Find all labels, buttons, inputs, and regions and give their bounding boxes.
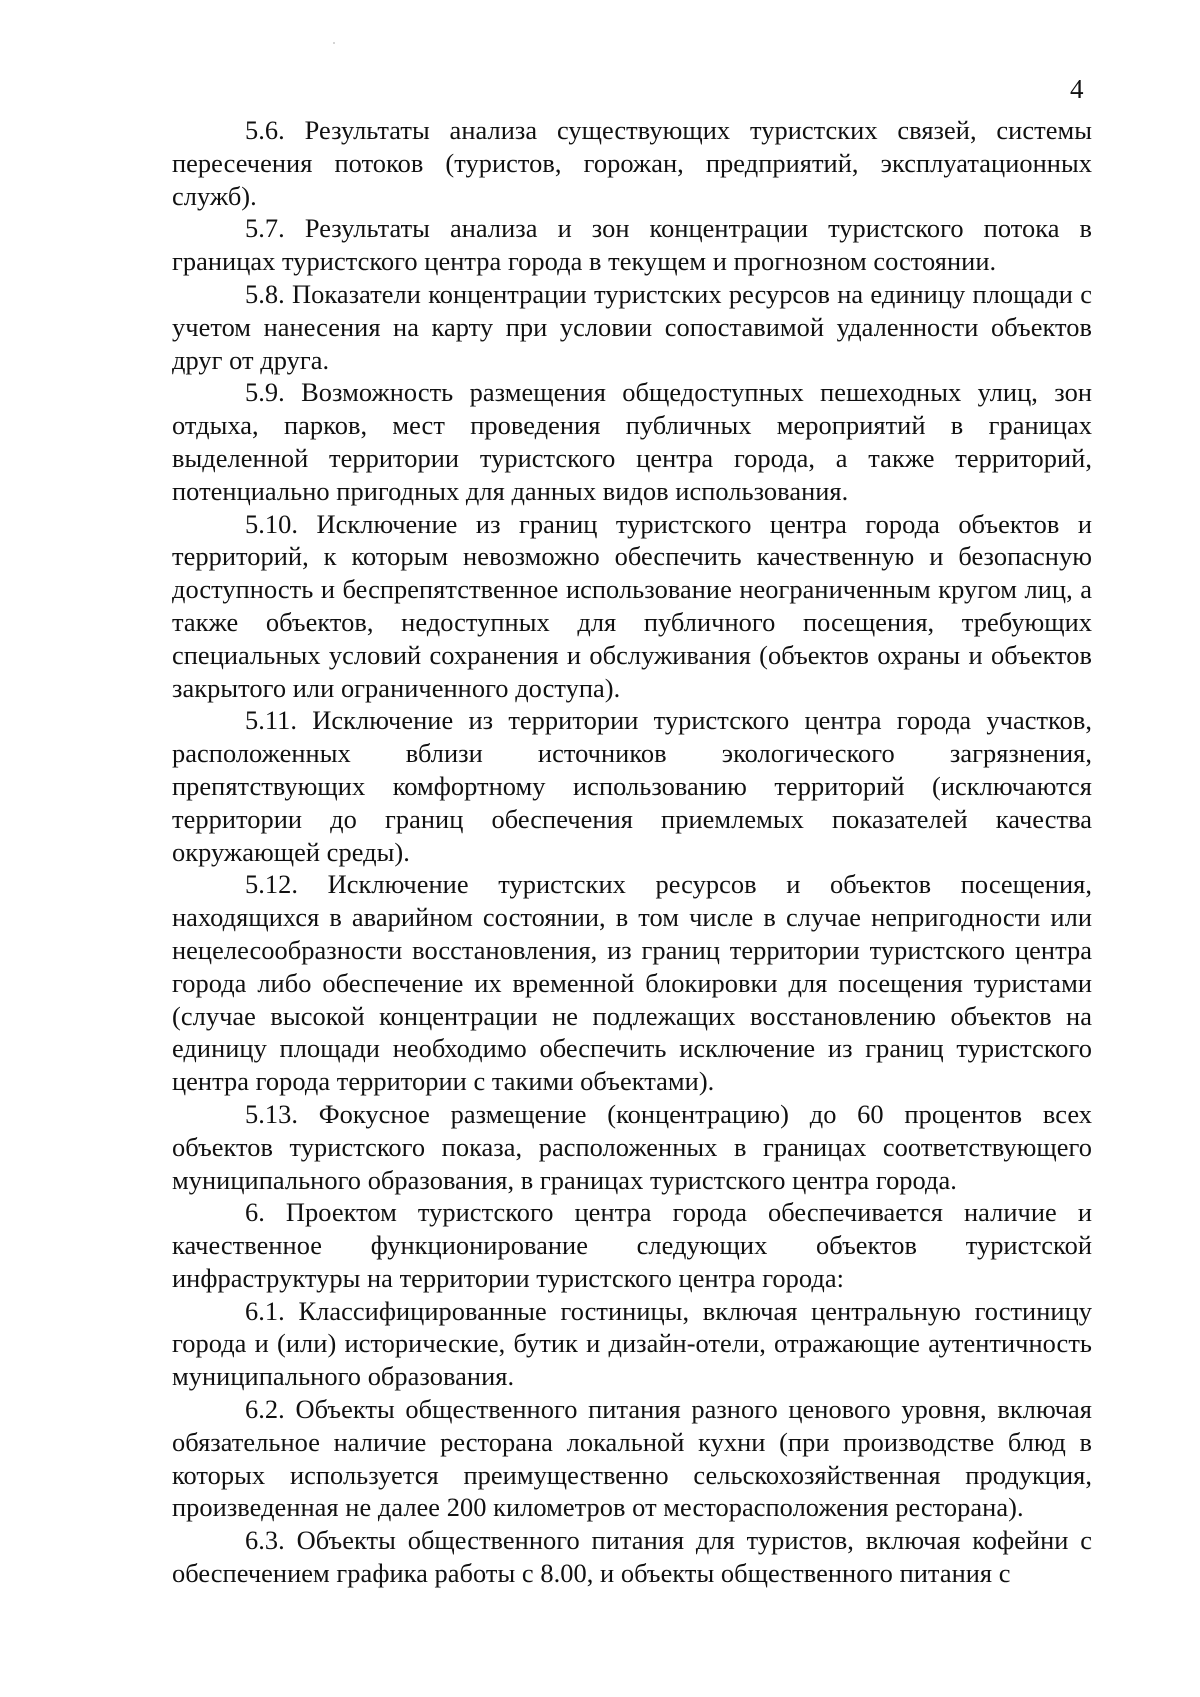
scan-speck: [333, 42, 335, 44]
page-number: 4: [1070, 74, 1084, 104]
paragraph-5-13: 5.13. Фокусное размещение (концентрацию) до 60 процентов всех объектов туристского показа, расположенных в границах соответствующего муниципального образования, в границах туристского центра города.: [172, 1098, 1092, 1195]
paragraph-5-6: 5.6. Результаты анализа существующих туристских связей, системы пересечения потоков (туристов, горожан, предприятий, эксплуатационных служб).: [172, 115, 1092, 211]
paragraph-5-7: 5.7. Результаты анализа и зон концентрации туристского потока в границах туристского центра города в текущем и прогнозном состоянии.: [172, 213, 1092, 277]
paragraph-5-9: 5.9. Возможность размещения общедоступных пешеходных улиц, зон отдыха, парков, мест проведения публичных мероприятий в границах выделенной территории туристского центра города, а также территорий, потенциально пригодных для данных видов использования.: [172, 377, 1092, 506]
document-body: [172, 114, 1092, 1590]
paragraph-5-8: 5.8. Показатели концентрации туристских ресурсов на единицу площади с учетом нанесения на карту при условии сопоставимой удаленности объектов друг от друга.: [172, 278, 1092, 375]
paragraph-5-11: 5.11. Исключение из территории туристского центра города участков, расположенных вблизи источников экологического загрязнения, препятствующих комфортному использованию территорий (исключаются территории до границ обеспечения приемлемых показателей качества окружающей среды).: [172, 705, 1092, 867]
paragraph-5-12: 5.12. Исключение туристских ресурсов и объектов посещения, находящихся в аварийном состоянии, в том числе в случае непригодности или нецелесообразности восстановления, из границ территории туристского центра города либо обеспечение их временной блокировки для посещения туристами (случае высокой концентрации не подлежащих восстановлению объектов на единицу площади необходимо обеспечить исключение из границ туристского центра города территории с такими объектами).: [172, 869, 1092, 1097]
paragraph-5-10: 5.10. Исключение из границ туристского центра города объектов и территорий, к которым невозможно обеспечить качественную и безопасную доступность и беспрепятственное использование неограниченным кругом лиц, а также объектов, недоступных для публичного посещения, требующих специальных условий сохранения и обслуживания (объектов охраны и объектов закрытого или ограниченного доступа).: [172, 508, 1092, 703]
paragraph-6-2: 6.2. Объекты общественного питания разного ценового уровня, включая обязательное наличие ресторана локальной кухни (при производстве блюд в которых используется преимущественно сельскохозяйственная продукция, произведенная не далее 200 километров от месторасположения ресторана).: [172, 1394, 1092, 1523]
paragraph-6-3: 6.3. Объекты общественного питания для туристов, включая кофейни с обеспечением графика работы с 8.00, и объекты общественного питания с: [172, 1525, 1092, 1589]
paragraph-6-1: 6.1. Классифицированные гостиницы, включая центральную гостиницу города и (или) исторические, бутик и дизайн-отели, отражающие аутентичность муниципального образования.: [172, 1295, 1092, 1392]
paragraph-6: 6. Проектом туристского центра города обеспечивается наличие и качественное функционирование следующих объектов туристской инфраструктуры на территории туристского центра города:: [172, 1197, 1092, 1293]
